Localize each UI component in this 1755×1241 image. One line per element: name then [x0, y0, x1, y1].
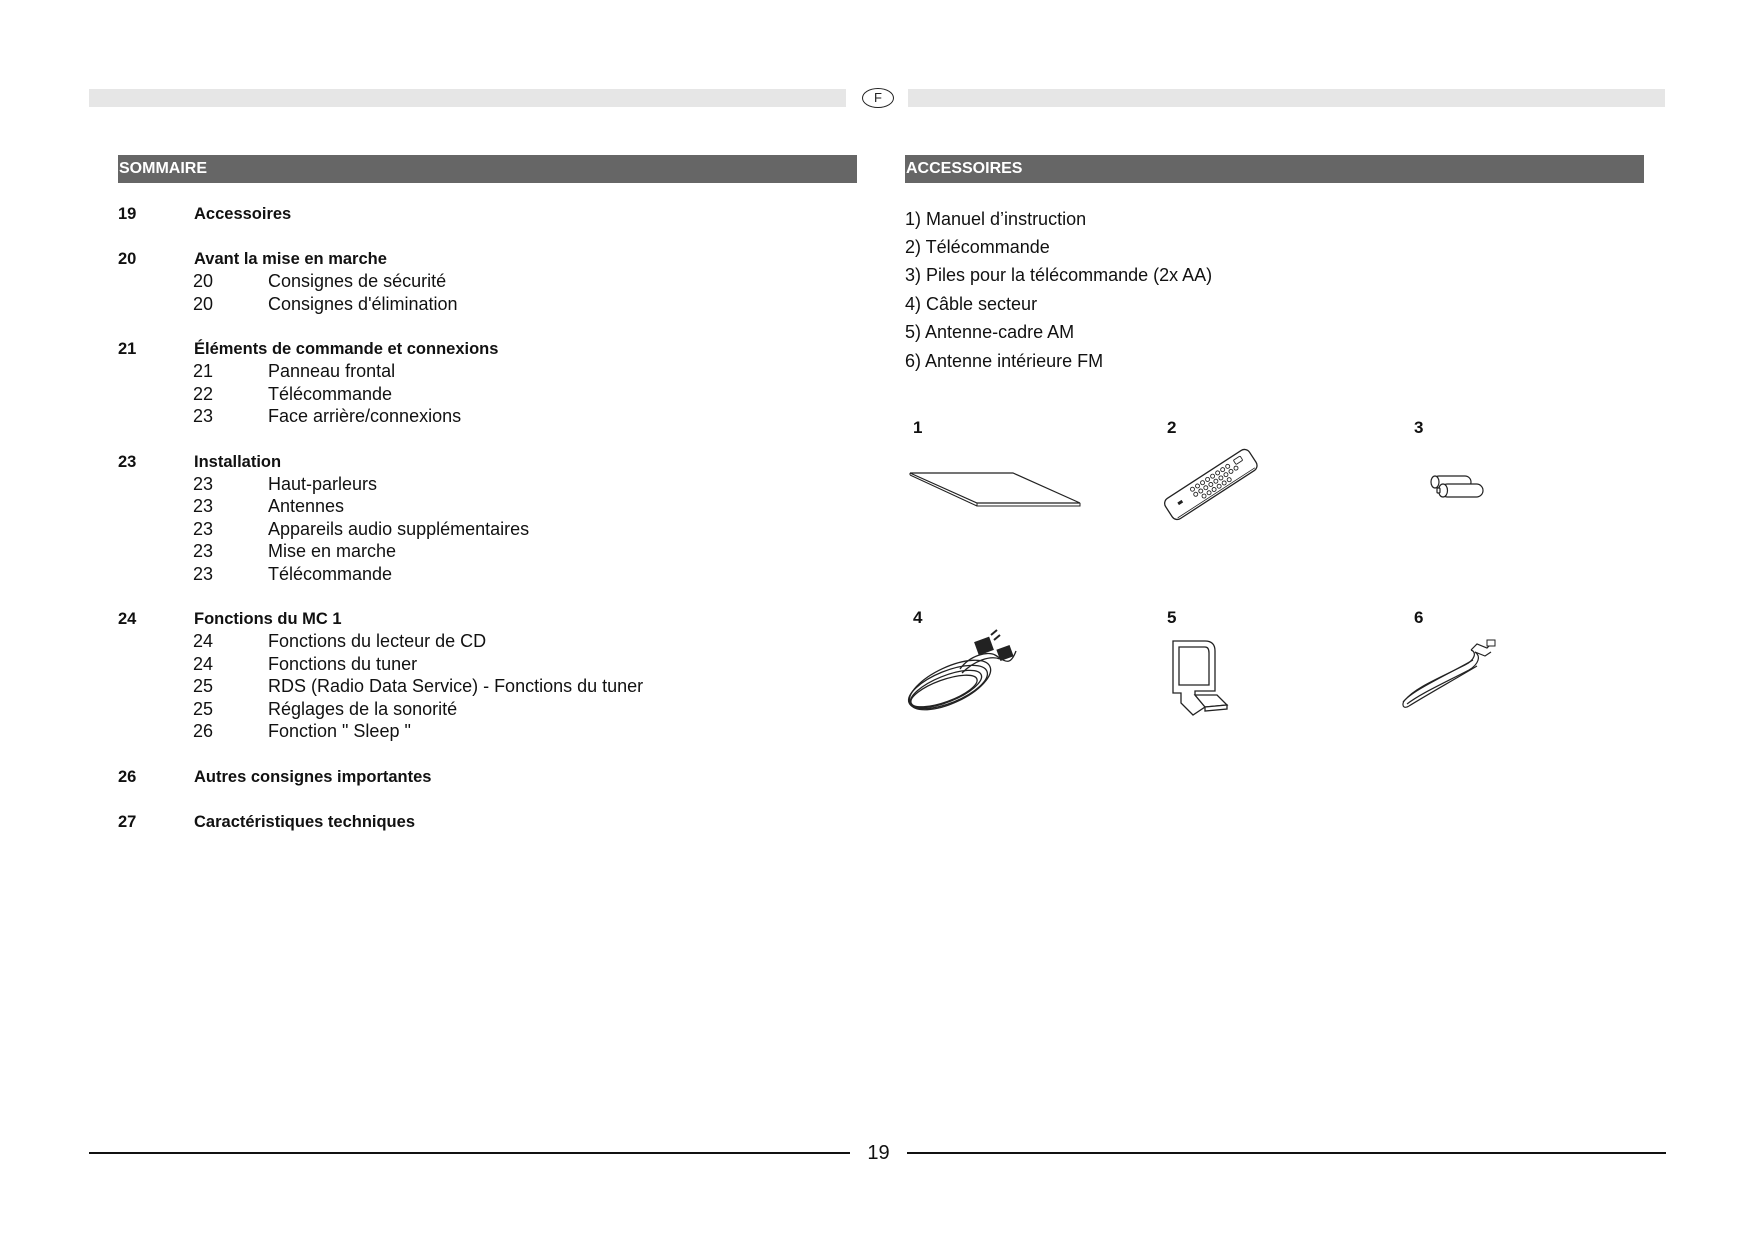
toc-subentry-title: Face arrière/connexions — [268, 406, 462, 426]
toc-subentry-title: Mise en marche — [268, 541, 397, 561]
figure-label: 3 — [1414, 418, 1424, 437]
toc-subentry-page: 23 — [193, 474, 214, 494]
list-item: 1) Manuel d’instruction — [905, 209, 1087, 229]
toc-entry-title: Avant la mise en marche — [194, 250, 387, 268]
figure-label: 6 — [1414, 608, 1424, 627]
page-number: 19 — [867, 1142, 890, 1164]
toc-subentry-page: 25 — [193, 699, 214, 719]
toc-subentry-title: Panneau frontal — [268, 361, 396, 381]
toc-subentry-page: 23 — [193, 519, 214, 539]
toc-subentry-page: 24 — [193, 631, 214, 651]
figure-label: 1 — [913, 418, 923, 437]
list-item: 2) Télécommande — [905, 237, 1050, 257]
toc-entry-page: 23 — [118, 453, 137, 471]
toc-entry-page: 19 — [118, 205, 137, 223]
toc-subentry-page: 22 — [193, 384, 214, 404]
figure-label: 4 — [913, 608, 923, 627]
toc-entry-title: Autres consignes importantes — [194, 768, 432, 786]
toc-entry-page: 24 — [118, 610, 137, 628]
figure-label: 5 — [1167, 608, 1177, 627]
toc-subentry-page: 26 — [193, 721, 214, 741]
manual-icon — [905, 465, 1085, 510]
toc-subentry-page: 20 — [193, 271, 214, 291]
toc-subentry-page: 20 — [193, 294, 214, 314]
toc-entry-title: Accessoires — [194, 205, 292, 223]
remote-control-icon — [1155, 435, 1265, 535]
toc-entry-page: 21 — [118, 340, 137, 358]
toc-subentry-title: Fonction " Sleep " — [268, 721, 411, 741]
fm-antenna-icon — [1395, 630, 1505, 715]
toc-entry-page: 26 — [118, 768, 137, 786]
list-item: 4) Câble secteur — [905, 294, 1038, 314]
toc-subentry-title: Appareils audio supplémentaires — [268, 519, 530, 539]
list-item: 3) Piles pour la télécommande (2x AA) — [905, 265, 1213, 285]
toc-entry-title: Fonctions du MC 1 — [194, 610, 342, 628]
toc-entry-page: 27 — [118, 813, 137, 831]
accessories-heading: ACCESSOIRES — [905, 155, 1644, 183]
toc-subentry-title: Fonctions du tuner — [268, 654, 418, 674]
toc-subentry-page: 24 — [193, 654, 214, 674]
toc-subentry-page: 25 — [193, 676, 214, 696]
toc-subentry-title: Antennes — [268, 496, 345, 516]
footer-rule-left — [89, 1152, 850, 1154]
language-badge: F — [862, 88, 894, 108]
toc-subentry-title: Consignes d'élimination — [268, 294, 458, 314]
toc-subentry-page: 23 — [193, 406, 214, 426]
toc-subentry-page: 21 — [193, 361, 214, 381]
toc-subentry-page: 23 — [193, 541, 214, 561]
figure-label: 2 — [1167, 418, 1177, 437]
batteries-icon — [1425, 470, 1495, 506]
footer-rule-right — [907, 1152, 1666, 1154]
am-loop-antenna-icon — [1165, 635, 1235, 720]
toc-subentry-page: 23 — [193, 496, 214, 516]
toc-subentry-title: Télécommande — [268, 564, 393, 584]
header-bar-left — [89, 89, 846, 107]
toc-entry-title: Éléments de commande et connexions — [194, 340, 499, 358]
toc-entry-title: Caractéristiques techniques — [194, 813, 415, 831]
toc-subentry-title: RDS (Radio Data Service) - Fonctions du tuner — [268, 676, 644, 696]
toc-subentry-title: Télécommande — [268, 384, 393, 404]
list-item: 6) Antenne intérieure FM — [905, 351, 1104, 371]
toc-heading: SOMMAIRE — [118, 155, 857, 183]
toc-subentry-page: 23 — [193, 564, 214, 584]
toc-entry-page: 20 — [118, 250, 137, 268]
toc-subentry-title: Haut-parleurs — [268, 474, 378, 494]
toc-subentry-title: Fonctions du lecteur de CD — [268, 631, 487, 651]
list-item: 5) Antenne-cadre AM — [905, 322, 1075, 342]
header-bar-right — [908, 89, 1665, 107]
toc-subentry-title: Consignes de sécurité — [268, 271, 447, 291]
toc-subentry-title: Réglages de la sonorité — [268, 699, 458, 719]
toc-entry-title: Installation — [194, 453, 282, 471]
power-cable-icon — [900, 625, 1030, 715]
